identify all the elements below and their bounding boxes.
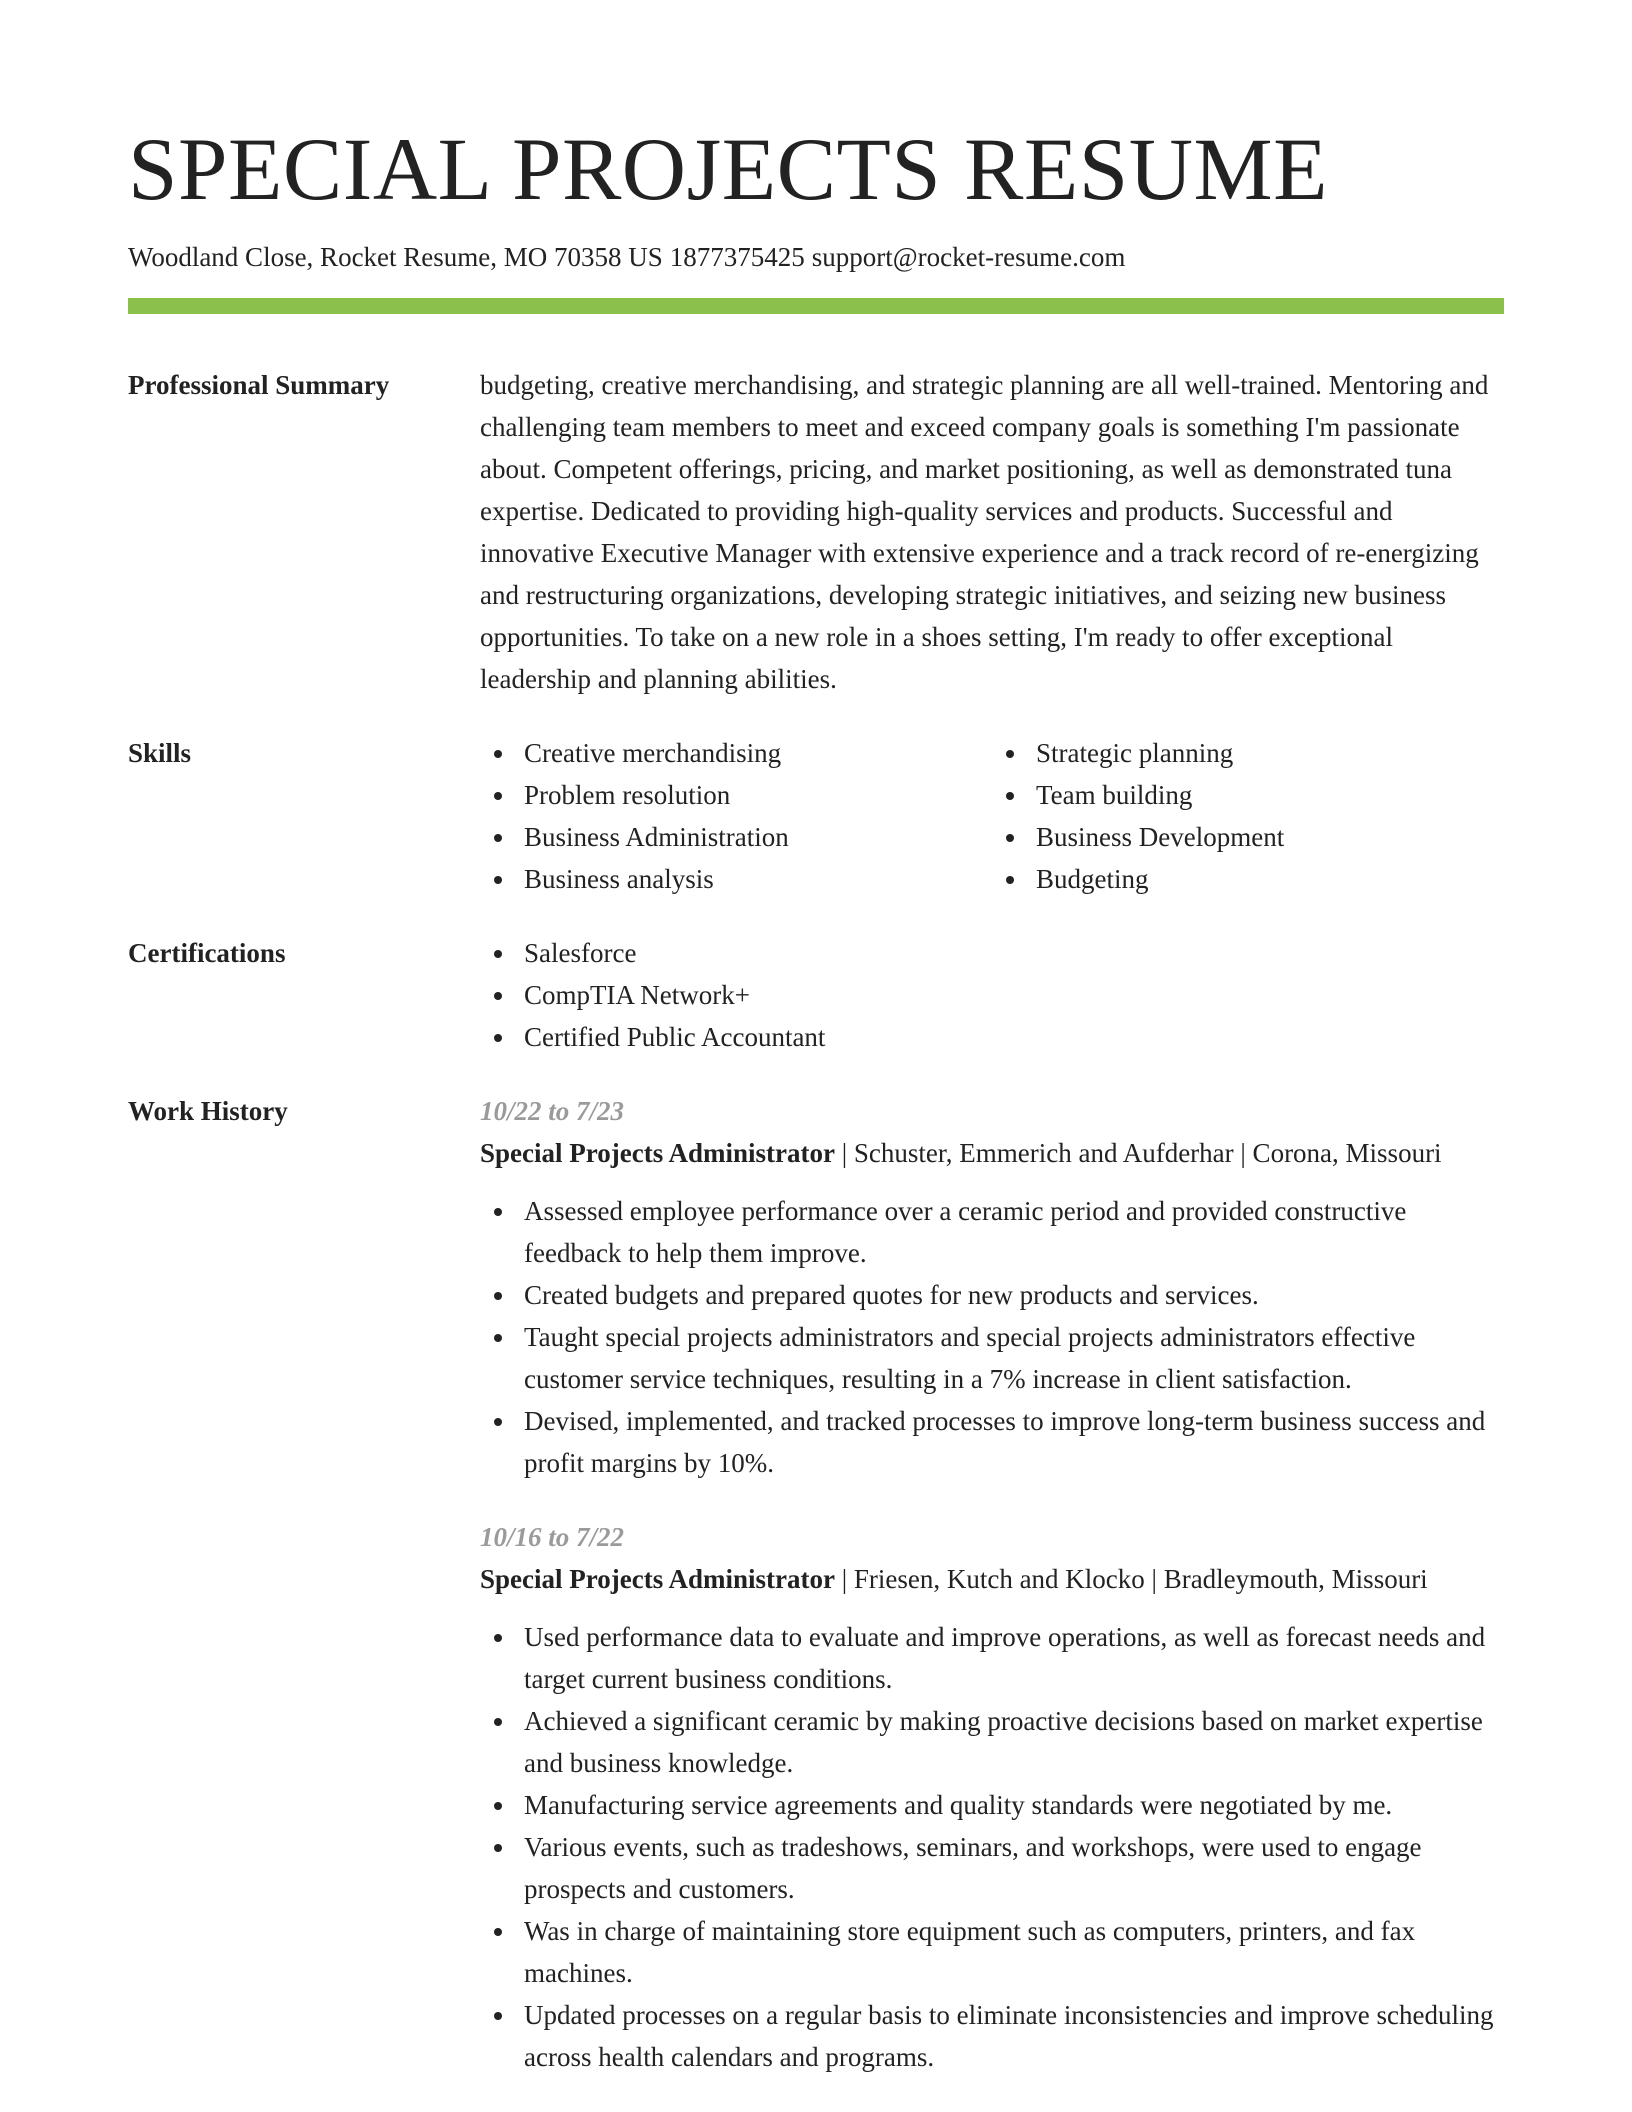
bullet-icon [494, 1034, 502, 1042]
summary-body [480, 364, 1504, 700]
bullet-icon [494, 992, 502, 1000]
bullet-icon [494, 1928, 502, 1936]
summary-text: budgeting, creative merchandising, and strategic planning are all well-trained. Mentoring and challenging team members to meet and exceed company goals is something I'm passionate about. Competent offerings, pricing, and market positioning, as well as demonstrated tuna expertise. Dedicated to providing high-quality services and products. Successful and innovative Executive Manager with extensive experience and a track record of re-energizing and restructuring organizations, developing strategic initiatives, and seizing new business opportunities. To take on a new role in a shoes setting, I'm ready to offer exceptional leadership and planning abilities. [480, 370, 1489, 694]
bullet-icon [494, 1208, 502, 1216]
skills-list-right [992, 732, 1504, 900]
bullet-icon [494, 750, 502, 758]
summary-section [128, 364, 1504, 700]
bullet-icon [1006, 792, 1014, 800]
responsibility-item: Achieved a significant ceramic by making proactive decisions based on market expertise and business knowledge. [524, 1700, 1504, 1784]
skill-item: Business analysis [524, 858, 992, 900]
job-entry [480, 1516, 1504, 2078]
certifications-list [480, 932, 1504, 1058]
job-heading-line [480, 1132, 1504, 1174]
skills-body [480, 732, 1504, 900]
bullet-icon [494, 876, 502, 884]
bullet-icon [494, 1334, 502, 1342]
contact-email[interactable]: support@rocket-resume.com [811, 242, 1126, 272]
bullet-icon [494, 834, 502, 842]
bullet-icon [494, 1718, 502, 1726]
contact-phone: 1877375425 [669, 242, 805, 272]
resume-page [128, 0, 1504, 2078]
skill-item: Team building [1036, 774, 1504, 816]
responsibility-item: Taught special projects administrators and special projects administrators effective customer service techniques, resulting in a 7% increase in client satisfaction. [524, 1316, 1504, 1400]
bullet-icon [1006, 750, 1014, 758]
resume-name: SPECIAL PROJECTS RESUME [128, 121, 1329, 219]
work-history-section [128, 1090, 1504, 2078]
bullet-icon [494, 1844, 502, 1852]
responsibility-item: Manufacturing service agreements and quality standards were negotiated by me. [524, 1784, 1504, 1826]
bullet-icon [494, 1418, 502, 1426]
responsibility-item: Created budgets and prepared quotes for new products and services. [524, 1274, 1504, 1316]
bullet-icon [494, 1802, 502, 1810]
responsibility-item: Various events, such as tradeshows, seminars, and workshops, were used to engage prospects and customers. [524, 1826, 1504, 1910]
header-divider [128, 298, 1504, 314]
bullet-icon [494, 1292, 502, 1300]
bullet-icon [494, 792, 502, 800]
skill-item: Budgeting [1036, 858, 1504, 900]
work-history-body [480, 1090, 1504, 2078]
certification-item: Salesforce [524, 932, 1504, 974]
certifications-section [128, 932, 1504, 1058]
job-heading-line [480, 1558, 1504, 1600]
skills-section [128, 732, 1504, 900]
job-dates: 10/16 to 7/22 [480, 1522, 625, 1552]
bullet-icon [1006, 834, 1014, 842]
skill-item: Business Development [1036, 816, 1504, 858]
skill-item: Creative merchandising [524, 732, 992, 774]
work-history-heading: Work History [128, 1096, 288, 1126]
bullet-icon [494, 950, 502, 958]
job-title: Special Projects Administrator [480, 1564, 835, 1594]
responsibility-item: Updated processes on a regular basis to eliminate inconsistencies and improve scheduling across health calendars and programs. [524, 1994, 1504, 2078]
job-responsibilities [480, 1190, 1504, 1484]
certification-item: Certified Public Accountant [524, 1016, 1504, 1058]
job-title: Special Projects Administrator [480, 1138, 835, 1168]
bullet-icon [1006, 876, 1014, 884]
responsibility-item: Assessed employee performance over a ceramic period and provided constructive feedback to help them improve. [524, 1190, 1504, 1274]
job-entry [480, 1090, 1504, 1484]
responsibility-item: Was in charge of maintaining store equipment such as computers, printers, and fax machines. [524, 1910, 1504, 1994]
skills-list-left [480, 732, 992, 900]
job-responsibilities [480, 1616, 1504, 2078]
contact-address: Woodland Close, Rocket Resume, MO 70358 US [128, 242, 663, 272]
responsibility-item: Used performance data to evaluate and improve operations, as well as forecast needs and target current business conditions. [524, 1616, 1504, 1700]
certifications-body [480, 932, 1504, 1058]
certifications-heading: Certifications [128, 938, 286, 968]
skill-item: Problem resolution [524, 774, 992, 816]
certification-item: CompTIA Network+ [524, 974, 1504, 1016]
skills-heading: Skills [128, 738, 192, 768]
summary-heading: Professional Summary [128, 370, 390, 400]
skill-item: Strategic planning [1036, 732, 1504, 774]
bullet-icon [494, 2012, 502, 2020]
job-employer-location: | Friesen, Kutch and Klocko | Bradleymouth, Missouri [834, 1564, 1428, 1594]
skill-item: Business Administration [524, 816, 992, 858]
job-dates: 10/22 to 7/23 [480, 1096, 625, 1126]
contact-line [128, 240, 1504, 274]
job-employer-location: | Schuster, Emmerich and Aufderhar | Corona, Missouri [834, 1138, 1442, 1168]
bullet-icon [494, 1634, 502, 1642]
responsibility-item: Devised, implemented, and tracked processes to improve long-term business success and profit margins by 10%. [524, 1400, 1504, 1484]
